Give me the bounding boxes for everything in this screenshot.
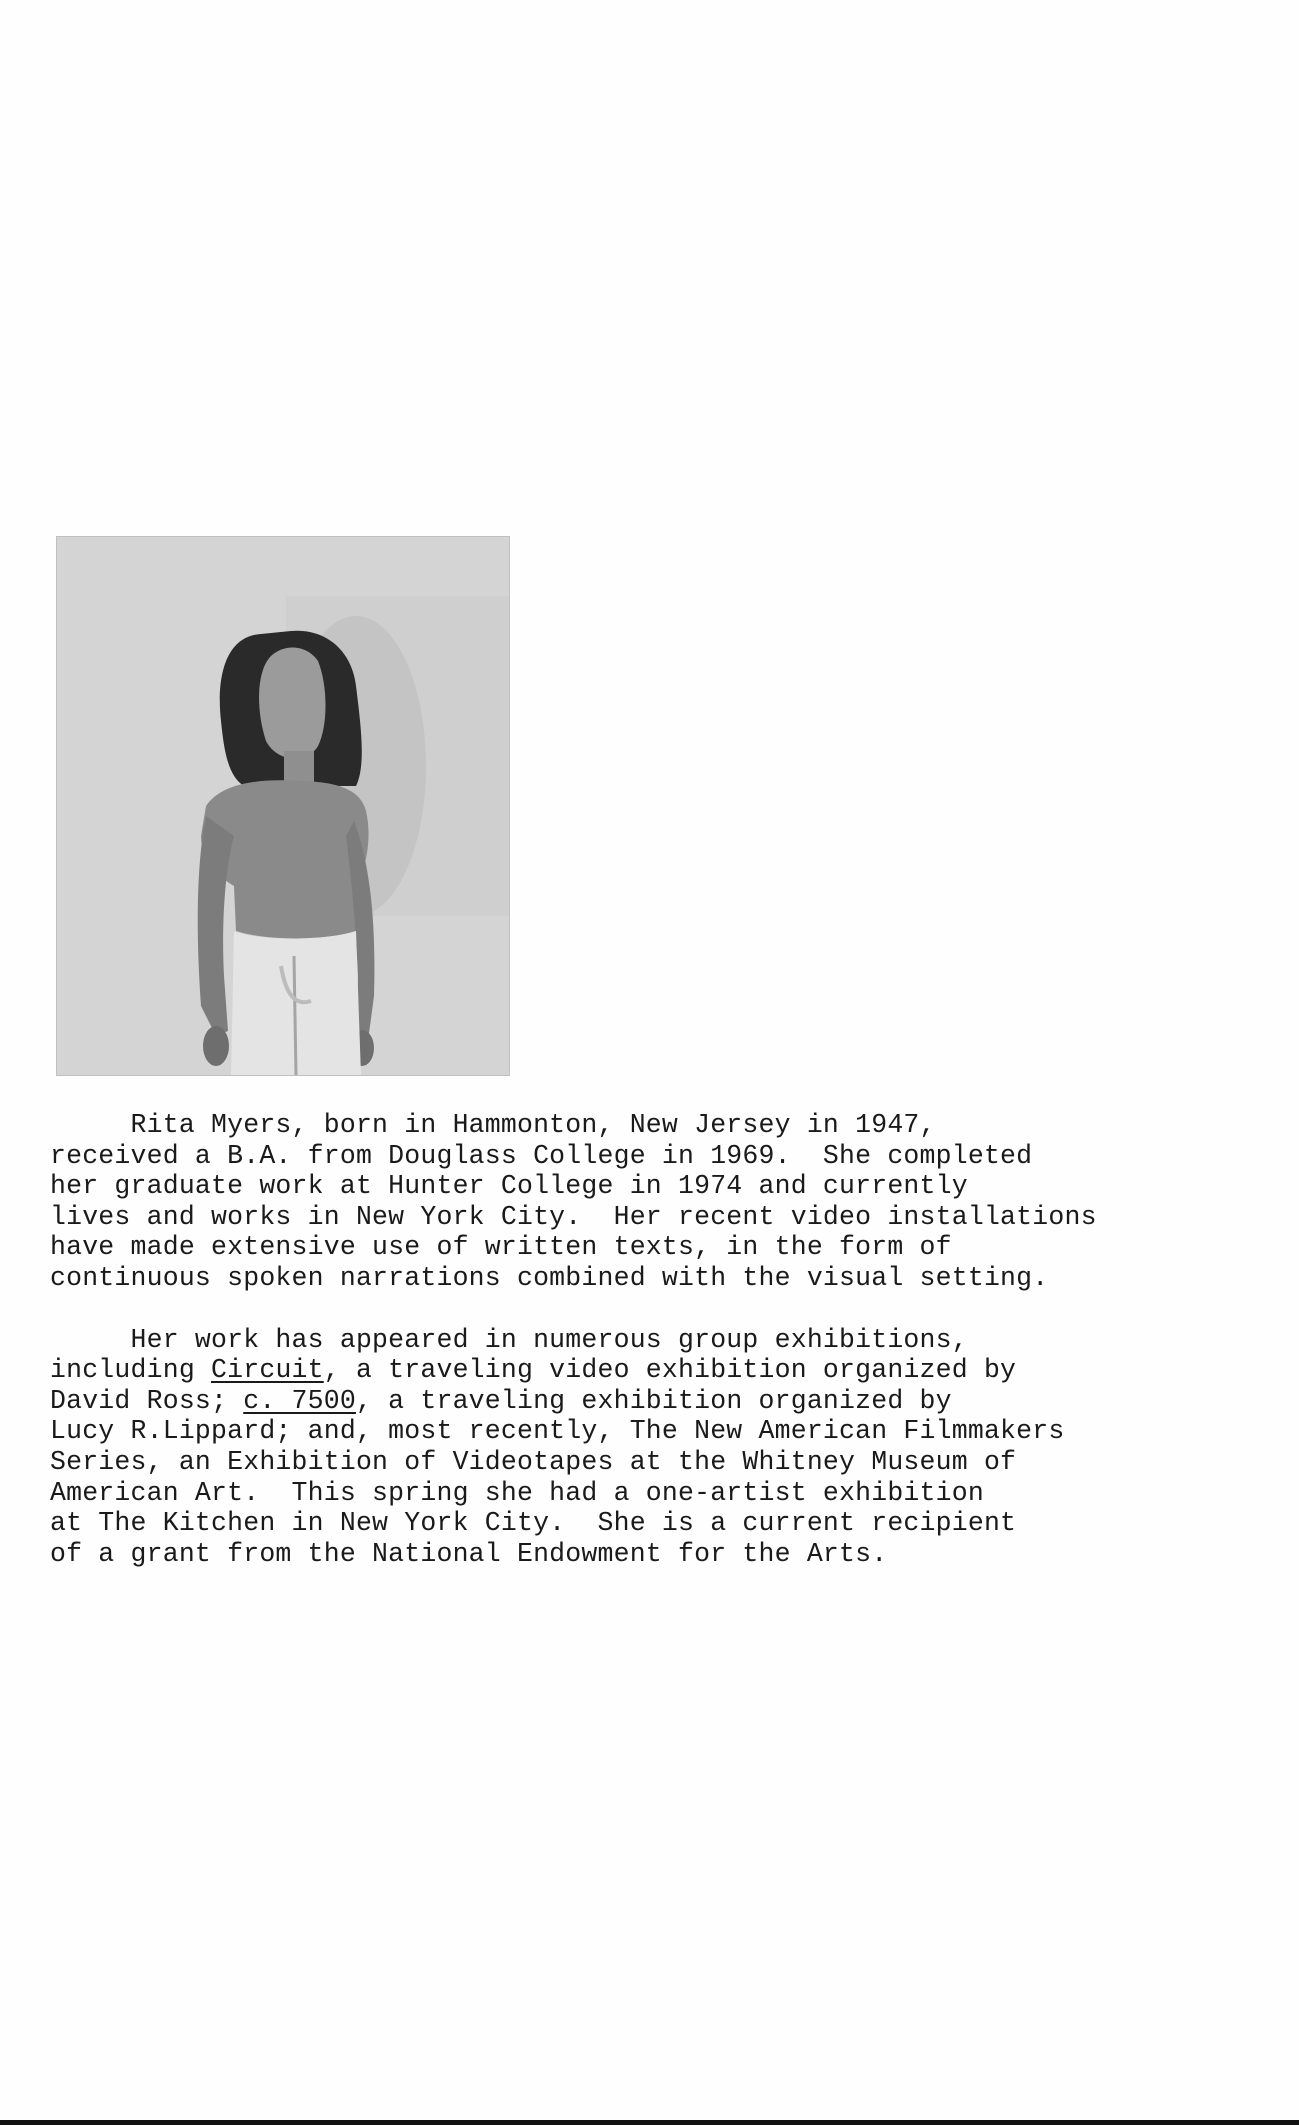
text-line: her graduate work at Hunter College in 1974 and currently: [50, 1171, 968, 1202]
exhibition-title-circuit: Circuit: [211, 1355, 324, 1386]
bio-paragraph-1: [50, 1110, 1250, 1294]
text-segment: David Ross;: [50, 1385, 244, 1416]
text-line: have made extensive use of written texts, in the form of: [50, 1232, 952, 1263]
text-line: [50, 1386, 1250, 1417]
text-segment: , a traveling exhibition organized by: [355, 1385, 952, 1416]
text-segment: including: [50, 1355, 212, 1386]
bio-paragraph-2: [50, 1325, 1250, 1570]
text-line: lives and works in New York City. Her recent video installations: [50, 1201, 1097, 1232]
exhibition-title-c7500: c. 7500: [243, 1385, 356, 1416]
text-segment: , a traveling video exhibition organized by: [323, 1355, 1017, 1386]
text-line: [50, 1355, 1250, 1386]
text-line: received a B.A. from Douglass College in 1969. She completed: [50, 1140, 1033, 1171]
text-line: Her work has appeared in numerous group exhibitions,: [50, 1324, 968, 1355]
text-line: American Art. This spring she had a one-artist exhibition: [50, 1477, 984, 1508]
text-line: of a grant from the National Endowment for the Arts.: [50, 1538, 888, 1569]
biography-text: [50, 1110, 1250, 1600]
text-line: at The Kitchen in New York City. She is a current recipient: [50, 1508, 1017, 1539]
text-line: Series, an Exhibition of Videotapes at the Whitney Museum of: [50, 1446, 1017, 1477]
text-line: Lucy R.Lippard; and, most recently, The New American Filmmakers: [50, 1416, 1065, 1447]
portrait-photo: [56, 536, 510, 1076]
text-line: Rita Myers, born in Hammonton, New Jersey in 1947,: [50, 1110, 936, 1140]
page-bottom-edge: [0, 2120, 1299, 2125]
text-line: continuous spoken narrations combined with the visual setting.: [50, 1262, 1049, 1293]
